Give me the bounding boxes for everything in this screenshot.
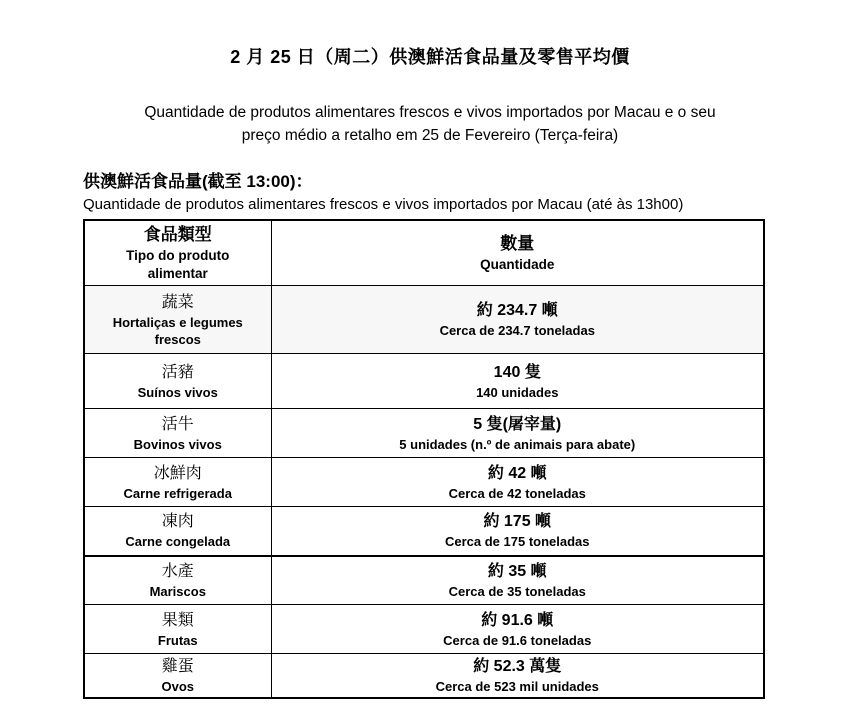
header-cell-food-type [84,220,271,286]
quantity-cell [271,354,764,409]
header-food-type-pt: Tipo do produto alimentar [126,248,230,281]
quantity-pt: Cerca de 523 mil unidades [435,679,599,694]
supply-table [83,219,765,699]
page-title: 2 月 25 日（周二）供澳鮮活食品量及零售平均價 [230,47,630,67]
food-type-pt: Carne congelada [125,534,231,550]
table-row [84,286,764,354]
food-type-zh: 蔬菜 [161,293,194,311]
quantity-pt: Cerca de 175 toneladas [444,534,590,550]
quantity-cell [271,556,764,605]
quantity-cell [271,458,764,507]
quantity-pt: Cerca de 35 toneladas [448,583,586,599]
table-row [84,409,764,458]
quantity-zh: 約 234.7 噸 [476,302,558,319]
quantity-zh: 5 隻(屠宰量) [473,415,562,433]
page-subtitle-line1: Quantidade de produtos alimentares frescos e vivos importados por Macau e o seu [144,104,716,121]
quantity-zh: 約 91.6 噸 [481,611,554,629]
food-type-pt: Mariscos [149,583,206,599]
food-type-cell [84,354,271,409]
quantity-pt: 140 unidades [476,384,559,400]
food-type-zh: 活豬 [161,363,194,381]
header-row [84,220,764,286]
food-type-zh: 水產 [161,562,194,580]
quantity-pt: Cerca de 91.6 toneladas [443,632,592,648]
food-type-pt: Hortaliças e legumes frescos [112,314,243,347]
quantity-zh: 約 52.3 萬隻 [473,658,562,675]
supply-section [83,171,777,699]
food-type-pt: Suínos vivos [137,384,218,400]
quantity-zh: 約 42 噸 [487,464,547,482]
supply-table-header [84,220,764,286]
quantity-pt: 5 unidades (n.º de animais para abate) [399,436,636,452]
food-type-zh: 冰鮮肉 [153,464,202,482]
header-quantity-pt: Quantidade [480,257,555,272]
quantity-pt: Cerca de 234.7 toneladas [439,323,595,338]
food-type-zh: 活牛 [161,415,194,433]
food-type-pt: Bovinos vivos [133,436,222,452]
quantity-cell [271,409,764,458]
food-type-zh: 雞蛋 [161,658,194,675]
header-cell-quantity [271,220,764,286]
table-row [84,654,764,699]
quantity-zh: 約 35 噸 [487,562,547,580]
quantity-pt: Cerca de 42 toneladas [448,485,586,501]
table-row [84,507,764,556]
table-row [84,354,764,409]
food-type-pt: Carne refrigerada [123,485,232,501]
header-food-type-zh: 食品類型 [143,225,212,244]
table-row [84,556,764,605]
quantity-cell [271,605,764,654]
page-subtitle-line2: preço médio a retalho em 25 de Fevereiro (Terça-feira) [241,127,619,144]
food-type-cell [84,605,271,654]
food-type-cell [84,409,271,458]
food-type-cell [84,556,271,605]
food-type-cell [84,654,271,699]
quantity-cell [271,507,764,556]
quantity-zh: 140 隻 [493,363,541,381]
food-type-zh: 果類 [161,611,194,629]
food-type-pt: Frutas [157,632,198,648]
section-heading-pt: Quantidade de produtos alimentares frescos e vivos importados por Macau (até às 13h00) [83,196,684,213]
header-quantity-zh: 數量 [500,234,535,253]
page-subtitle [0,101,860,147]
quantity-cell [271,286,764,354]
supply-table-body [84,286,764,699]
table-row [84,458,764,507]
food-type-cell [84,507,271,556]
quantity-cell [271,654,764,699]
food-type-zh: 凍肉 [161,513,194,531]
food-type-cell [84,458,271,507]
food-type-pt: Ovos [161,679,194,694]
quantity-zh: 約 175 噸 [483,513,552,531]
table-row [84,605,764,654]
food-type-cell [84,286,271,354]
section-heading-zh: 供澳鮮活食品量(截至 13:00)： [83,172,313,191]
